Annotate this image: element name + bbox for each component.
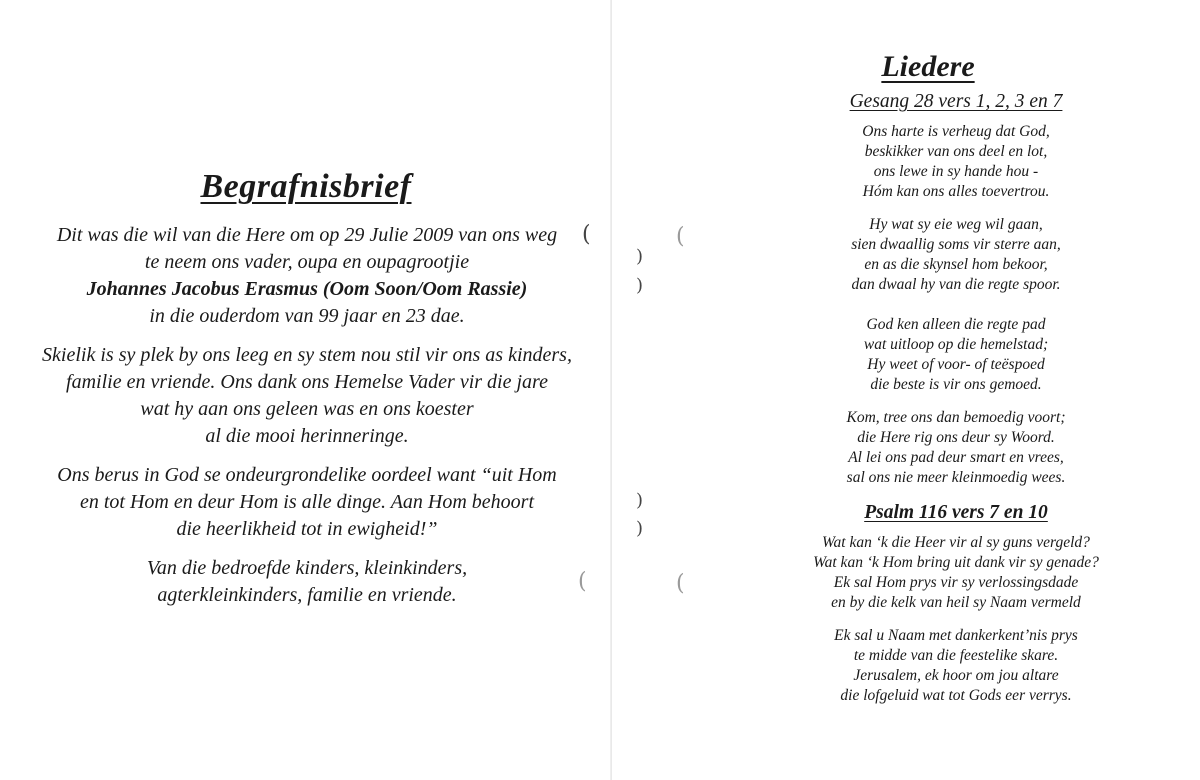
verse-line: God ken alleen die regte pad [866,316,1046,333]
verse-line: Hóm kan ons alles toevertrou. [862,183,1050,200]
verse-line: Ek sal Hom prys vir sy verlossingsdade [833,574,1079,591]
paragraph-remembrance [10,342,604,450]
verse-line: en by die kelk van heil sy Naam vermeld [831,594,1081,611]
verse-line: Hy wat sy eie weg wil gaan, [869,216,1043,233]
verse-line: Jerusalem, ek hoor om jou altare [853,667,1059,684]
song-heading-psalm: Psalm 116 vers 7 en 10 [864,502,1048,523]
verse-line: die Here rig ons deur sy Woord. [857,429,1055,446]
punch-hole-mark-icon: ( [676,571,685,596]
songs-section [656,90,1200,719]
text-line: agterkleinkinders, familie en vriende. [157,584,457,606]
letter-body [10,222,604,621]
punch-hole-mark-icon: ) [636,490,644,511]
text-line: Van die bedroefde kinders, kleinkinders, [146,557,468,579]
verse-line: Kom, tree ons dan bemoedig voort; [846,409,1066,426]
verse-line: Ons harte is verheug dat God, [862,123,1050,140]
verse-line: te midde van die feestelike skare. [853,647,1059,664]
punch-hole-mark-icon: ) [636,246,644,267]
paragraph-signoff [10,555,604,609]
text-line: al die mooi herinneringe. [205,425,409,447]
right-page [612,0,1200,780]
text-line: en tot Hom en deur Hom is alle dinge. Aan Hom behoort [79,491,535,513]
verse-line: sien dwaallig soms vir sterre aan, [851,236,1061,253]
punch-hole-mark-icon: ( [578,569,587,594]
verse-line: Wat kan ‘k Hom bring uit dank vir sy genade? [813,554,1099,571]
verse-line: die beste is vir ons gemoed. [870,376,1042,393]
text-line: familie en vriende. Ons dank ons Hemelse Vader vir die jare [66,371,548,393]
verse-line: ons lewe in sy hande hou - [873,163,1039,180]
punch-hole-mark-icon: ) [636,518,644,539]
stanza [656,533,1200,613]
deceased-name: Johannes Jacobus Erasmus (Oom Soon/Oom Rassie) [86,278,528,300]
stanza [656,315,1200,395]
paragraph-faith [10,462,604,543]
verse-line: beskikker van ons deel en lot, [864,143,1048,160]
paragraph-announcement [10,222,604,330]
verse-line: Ek sal u Naam met dankerkent’nis prys [834,627,1078,644]
verse-line: sal ons nie meer kleinmoedig wees. [846,469,1066,486]
page-title-liedere: Liedere [881,50,975,83]
verse-line: Al lei ons pad deur smart en vrees, [848,449,1064,466]
stanza [656,408,1200,488]
page-title-begrafnisbrief: Begrafnisbrief [200,168,412,205]
verse-line: wat uitloop op die hemelstad; [863,336,1049,353]
text-line: Dit was die wil van die Here om op 29 Julie 2009 van ons weg [56,224,558,246]
text-line: wat hy aan ons geleen was en ons koester [140,398,474,420]
song-heading-gesang: Gesang 28 vers 1, 2, 3 en 7 [849,91,1063,112]
verse-line: Wat kan ‘k die Heer vir al sy guns vergeld? [822,534,1090,551]
text-line: Skielik is sy plek by ons leeg en sy stem nou stil vir ons as kinders, [42,344,572,366]
text-line: te neem ons vader, oupa en oupagrootjie [144,251,470,273]
text-line: in die ouderdom van 99 jaar en 23 dae. [149,305,465,327]
verse-line: Hy weet of voor- of teëspoed [867,356,1045,373]
verse-line: die lofgeluid wat tot Gods eer verrys. [840,687,1072,704]
verse-line: en as die skynsel hom bekoor, [864,256,1048,273]
verse-line: dan dwaal hy van die regte spoor. [851,276,1061,293]
punch-hole-mark-icon: ) [636,275,644,296]
text-line: die heerlikheid tot in ewigheid!” [176,518,438,540]
stanza [656,215,1200,295]
text-line: Ons berus in God se ondeurgrondelike oordeel want “uit Hom [57,464,557,486]
stanza [656,626,1200,706]
punch-hole-mark-icon: ( [582,222,591,247]
punch-hole-mark-icon: ( [676,224,685,249]
stanza [656,122,1200,202]
